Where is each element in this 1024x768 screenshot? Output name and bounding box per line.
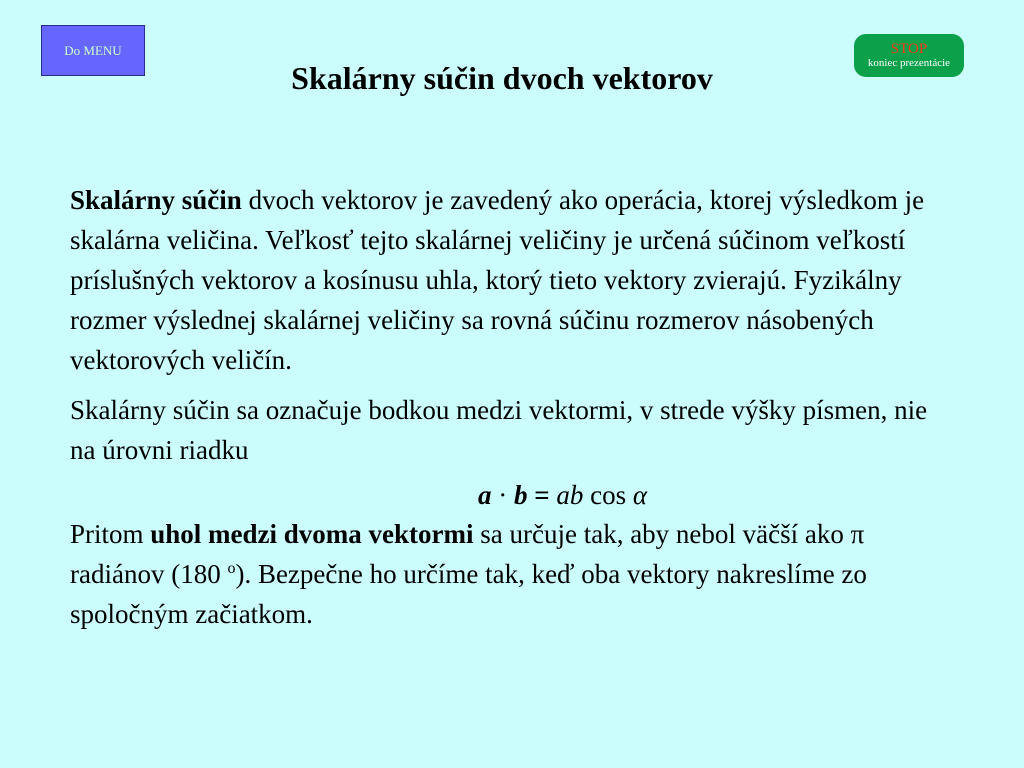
formula-alpha: α: [632, 480, 648, 510]
definition-text: dvoch vektorov je zavedený ako operácia, ktorej výsledkom je skalárna veličina. Veľkosť tejto skalárnej veličiny je určená súčinom veľkostí príslušných vektorov a kosínusu uhla, ktorý tieto vektory zvierajú. Fyzikálny rozmer výslednej skalárnej veličiny sa rovná súčinu rozmerov násobených vektorových veličín.: [70, 185, 925, 375]
paragraph-definition: [70, 180, 950, 380]
definition-term: Skalárny súčin: [70, 185, 242, 215]
stop-button-label: STOP: [890, 40, 928, 57]
formula: [70, 476, 950, 514]
angle-text-post: ). Bezpečne ho určíme tak, keď oba vektory nakreslíme zo spoločným začiatkom.: [70, 559, 867, 629]
formula-dot: ·: [498, 480, 508, 510]
angle-text-pre: Pritom: [70, 519, 151, 549]
formula-ab: ab: [556, 480, 584, 510]
slide-title: Skalárny súčin dvoch vektorov: [291, 60, 713, 96]
angle-text-mid: sa určuje tak, aby nebol väčší ako π radiánov (180: [70, 519, 865, 589]
menu-button-label: Do MENU: [64, 42, 122, 58]
slide-content: [70, 180, 950, 634]
formula-vector-b: b: [514, 480, 528, 510]
paragraph-angle: [70, 514, 950, 634]
degree-superscript: o: [227, 560, 236, 577]
formula-cos: cos: [590, 480, 627, 510]
stop-button-sublabel: koniec prezentácie: [867, 56, 951, 69]
paragraph-notation: Skalárny súčin sa označuje bodkou medzi vektormi, v strede výšky písmen, nie na úrovni riadku: [70, 395, 928, 465]
angle-term: uhol medzi dvoma vektormi: [150, 519, 474, 549]
formula-vector-a: a: [478, 480, 492, 510]
formula-equals: =: [534, 480, 550, 510]
